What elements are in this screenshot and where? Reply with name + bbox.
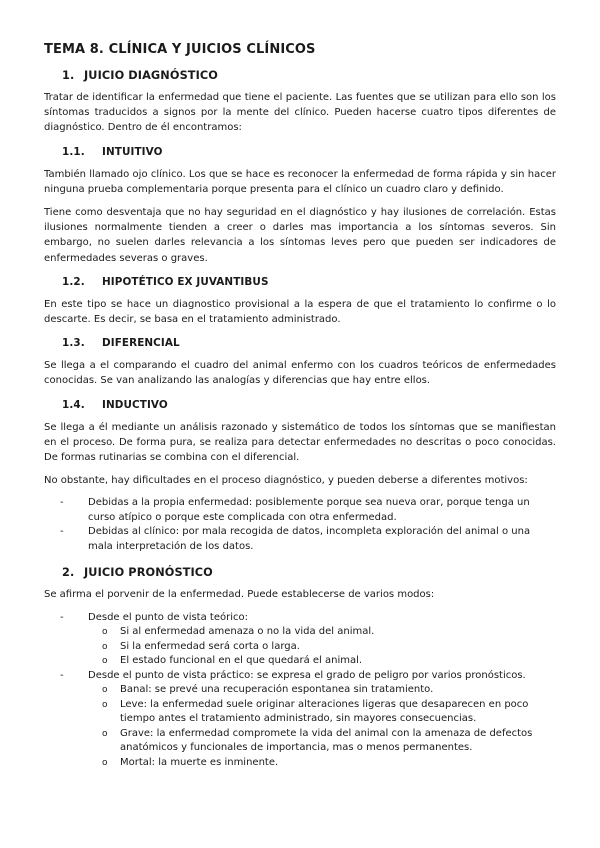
list-item [44, 669, 556, 771]
subsection-title: DIFERENCIAL [102, 337, 180, 350]
difficulties-list [44, 496, 556, 554]
section-title: JUICIO DIAGNÓSTICO [84, 69, 219, 82]
subsection-number: 1.1. [62, 145, 85, 158]
subsection-heading-intuitivo [62, 146, 556, 158]
subsection-title: HIPOTÉTICO EX JUVANTIBUS [102, 275, 269, 288]
sub-list-item: o Si al enfermedad amenaza o no la vida del animal. [102, 625, 556, 640]
sub-list-item: o Banal: se prevé una recuperación espontanea sin tratamiento. [102, 683, 556, 698]
subsection-heading-inductivo [62, 399, 556, 411]
sub-list-item: o El estado funcional en el que quedará el animal. [102, 654, 556, 669]
paragraph: No obstante, hay dificultades en el proceso diagnóstico, y pueden deberse a diferentes motivos: [44, 475, 528, 487]
subsection-number: 1.3. [62, 337, 85, 350]
list-item [44, 611, 556, 669]
sub-list [88, 625, 556, 669]
subsection-heading-diferencial [62, 337, 556, 349]
sub-list-item: o Leve: la enfermedad suele originar alteraciones ligeras que desaparecen en poco tiempo antes el tratamiento administrado, sin mayores consecuencias. [102, 698, 556, 727]
section-heading-diagnostico [62, 69, 556, 82]
list-item: - Debidas a la propia enfermedad: posiblemente porque sea nueva orar, porque tenga un curso atípico o porque este complicada con otra enfermedad. [44, 496, 556, 525]
paragraph: Tiene como desventaja que no hay seguridad en el diagnóstico y hay ilusiones de correlación. Estas ilusiones normalmente tienden a creer o darles mas importancia a los síntomas severos. Sin embargo, no suelen darles relevancia a los síntomas leves pero que pueden ser indicadores de enfermedades severas o graves. [44, 207, 556, 264]
paragraph: Se afirma el porvenir de la enfermedad. Puede establecerse de varios modos: [44, 589, 435, 601]
section-heading-pronostico [62, 566, 556, 579]
list-item-label: Desde el punto de vista práctico: se expresa el grado de peligro por varios pronósticos. [88, 669, 526, 681]
subsection-title: INDUCTIVO [102, 398, 168, 411]
section-number: 2. [62, 566, 75, 580]
subsection-title: INTUITIVO [102, 145, 163, 158]
section-number: 1. [62, 69, 75, 82]
subsection-number: 1.4. [62, 398, 85, 411]
prognosis-list [44, 611, 556, 771]
subsection-number: 1.2. [62, 275, 85, 288]
sub-list-item: o Grave: la enfermedad compromete la vida del animal con la amenaza de defectos anatómicos y funcionales de importancia, mas o menos permanentes. [102, 727, 556, 756]
list-item: - Debidas al clínico: por mala recogida de datos, incompleta exploración del animal o una mala interpretación de los datos. [44, 525, 556, 554]
subsection-heading-hipotetico [62, 276, 556, 288]
sub-list-item: o Si la enfermedad será corta o larga. [102, 640, 556, 655]
document-title: TEMA 8. CLÍNICA Y JUICIOS CLÍNICOS [44, 42, 316, 57]
list-item-label: Desde el punto de vista teórico: [88, 611, 248, 623]
paragraph: Tratar de identificar la enfermedad que tiene el paciente. Las fuentes que se utilizan para ello son los síntomas traducidos a signos por la mente del clínico. Pueden hacerse cuatro tipos diferentes de diagnóstico. Dentro de él encontramos: [44, 92, 556, 134]
section-title: JUICIO PRONÓSTICO [84, 566, 213, 580]
paragraph: En este tipo se hace un diagnostico provisional a la espera de que el tratamiento lo confirme o lo descarte. Es decir, se basa en el tratamiento administrado. [44, 298, 556, 326]
sub-list [88, 683, 556, 770]
paragraph: Se llega a él mediante un análisis razonado y sistemático de todos los síntomas que se manifiestan en el proceso. De forma pura, se realiza para detectar enfermedades no descritas o poco conocidas. De formas rutinarias se combina con el diferencial. [44, 421, 556, 464]
paragraph: También llamado ojo clínico. Los que se hace es reconocer la enfermedad de forma rápida y sin hacer ninguna prueba complementaria porque presenta para el clínico un cuadro claro y definido. [44, 168, 556, 195]
sub-list-item: o Mortal: la muerte es inminente. [102, 756, 556, 771]
paragraph: Se llega a el comparando el cuadro del animal enfermo con los cuadros teóricos de enfermedades conocidas. Se van analizando las analogías y diferencias que hay entre ellos. [44, 360, 556, 387]
